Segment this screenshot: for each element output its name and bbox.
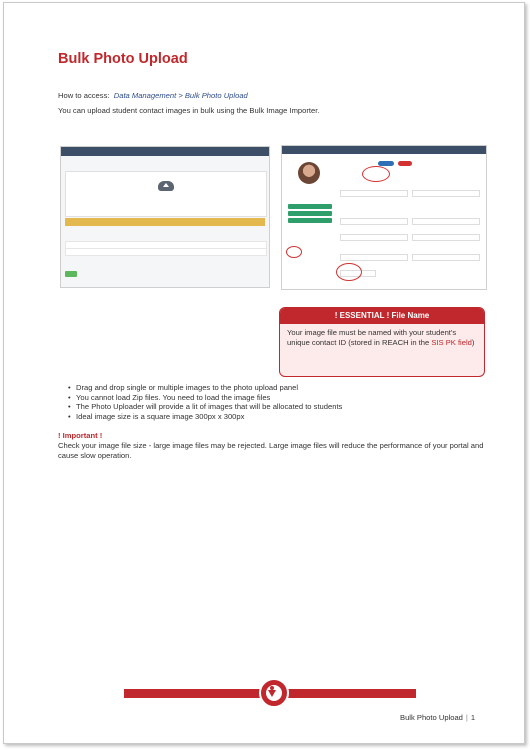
screenshot-field (340, 190, 408, 197)
callout-body-highlight: SIS PK field (431, 338, 472, 347)
page-title: Bulk Photo Upload (58, 51, 188, 67)
intro-text: You can upload student contact images in bulk using the Bulk Image Importer. (58, 106, 320, 115)
contact-record-screenshot (281, 145, 487, 290)
important-heading: ! Important ! (58, 431, 103, 440)
page-number: 1 (470, 713, 476, 722)
callout-body-text: Your image file must be named with your student's unique contact ID (stored in REACH in the (287, 328, 457, 347)
footer-separator: | (465, 713, 468, 722)
access-label: How to access: (58, 91, 110, 100)
important-body: Check your image file size - large image files may be rejected. Large image files will reduce the performance of your portal and cause slow operation. (58, 441, 484, 460)
list-item: • You cannot load Zip files. You need to load the image files (76, 393, 342, 403)
footer-text: Bulk Photo Upload (400, 713, 463, 722)
screenshot-field (412, 234, 480, 241)
access-line (58, 91, 248, 100)
access-path: Data Management > Bulk Photo Upload (113, 91, 248, 100)
student-avatar (298, 162, 320, 184)
screenshot-pill (398, 161, 412, 166)
screenshot-field (340, 218, 408, 225)
screenshot-pill (378, 161, 394, 166)
screenshot-field (340, 234, 408, 241)
screenshot-green-button (288, 204, 332, 209)
upload-arrow-icon (163, 183, 169, 187)
photo-uploader-screenshot (60, 146, 270, 288)
page-footer (400, 713, 475, 722)
screenshot-field (340, 254, 408, 261)
highlight-circle (362, 166, 390, 182)
screenshot-green-button (65, 271, 77, 277)
screenshot-field (412, 190, 480, 197)
document-page (3, 2, 525, 744)
list-item: • The Photo Uploader will provide a lit of images that will be allocated to students (76, 402, 342, 412)
screenshot-header-bar (282, 146, 486, 154)
list-item: • Drag and drop single or multiple images to the photo upload panel (76, 383, 342, 393)
list-item: • Ideal image size is a square image 300px x 300px (76, 412, 342, 422)
drop-zone-graphic (65, 171, 267, 217)
screenshot-field (412, 218, 480, 225)
screenshot-green-button (288, 211, 332, 216)
highlight-circle (336, 263, 362, 281)
callout-heading: ! ESSENTIAL ! File Name (280, 308, 484, 324)
screenshot-row (65, 248, 267, 256)
highlight-circle (286, 246, 302, 258)
screenshot-field (412, 254, 480, 261)
callout-body-end: ) (471, 338, 475, 347)
bullet-list (76, 383, 342, 421)
brand-logo (259, 678, 289, 708)
warning-bar-graphic (65, 218, 265, 226)
callout-body (280, 324, 484, 352)
screenshot-header-bar (61, 147, 269, 156)
screenshot-green-button (288, 218, 332, 223)
essential-callout (279, 307, 485, 377)
